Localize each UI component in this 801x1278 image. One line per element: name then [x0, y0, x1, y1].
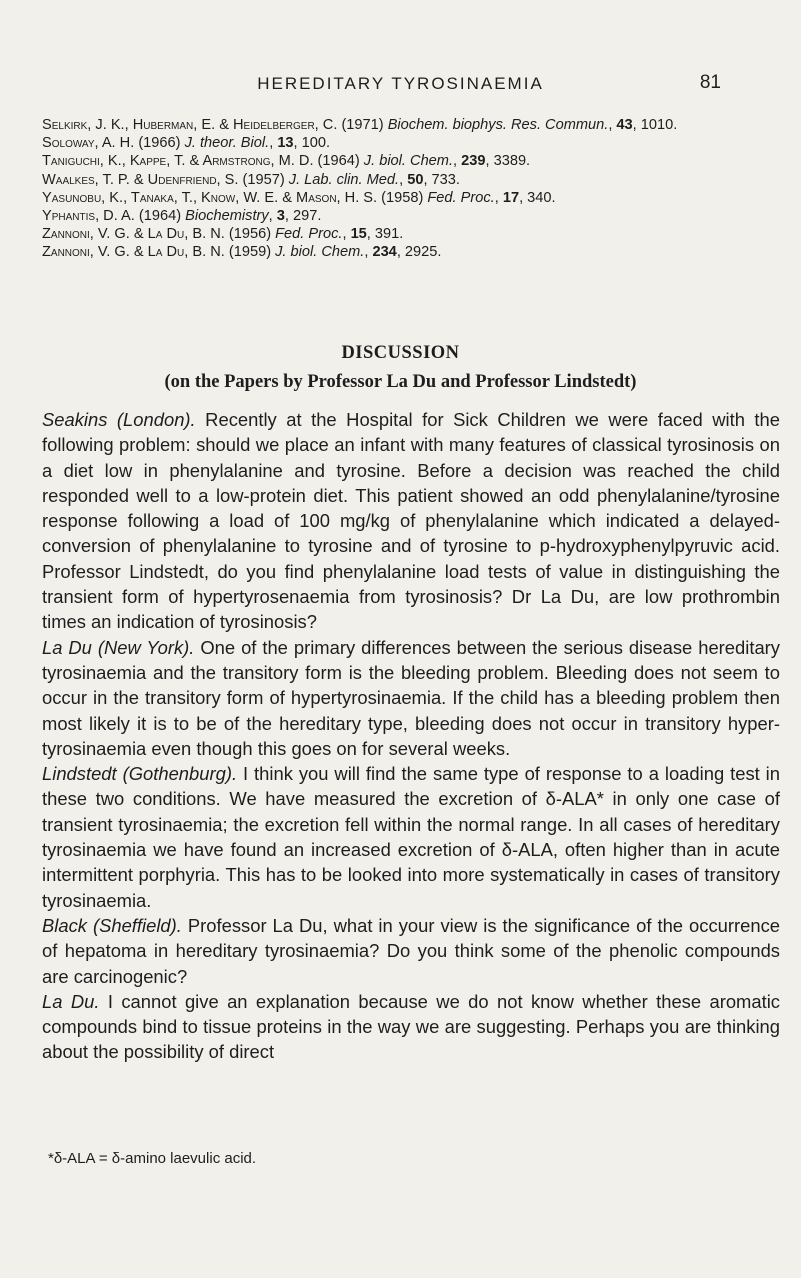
reference-separator: ,: [494, 189, 503, 206]
reference-journal: J. biol. Chem.: [363, 153, 454, 170]
reference-authors: Soloway, A. H.: [42, 135, 135, 152]
reference-journal: Biochemistry: [185, 208, 269, 225]
reference-separator: ,: [268, 208, 277, 225]
speaker-name: Black (Sheffield).: [42, 914, 182, 936]
reference-journal: Fed. Proc.: [275, 226, 343, 243]
reference-item: [42, 189, 782, 207]
reference-authors: Zannoni, V. G. & La Du, B. N.: [42, 226, 225, 243]
reference-separator: ,: [364, 244, 373, 261]
reference-pages: , 3389.: [485, 153, 531, 170]
reference-separator: ,: [342, 226, 351, 243]
paragraph-text: I think you will find the same type of response to a loading test in these two conditions. We have measured the excretion of δ-ALA* in only one case of transient tyrosinaemia; the excretion fell within the normal range. In all cases of hereditary tyrosinaemia we have found an increased excretion of δ-ALA, often higher than in acute intermittent porphyria. This has to be looked into more systematically in cases of transitory tyrosinaemia.: [42, 763, 780, 911]
running-head: HEREDITARY TYROSINAEMIA: [257, 74, 544, 93]
reference-year: (1964): [313, 153, 364, 170]
reference-volume: 234: [372, 244, 397, 261]
section-title: DISCUSSION: [341, 343, 460, 363]
reference-pages: , 1010.: [632, 117, 678, 133]
reference-pages: , 340.: [519, 189, 556, 206]
reference-journal: Biochem. biophys. Res. Commun.: [387, 117, 609, 133]
reference-item: [42, 207, 782, 225]
reference-journal: Fed. Proc.: [427, 189, 495, 206]
reference-separator: ,: [453, 153, 462, 170]
reference-volume: 15: [350, 226, 367, 243]
discussion-body: [42, 407, 780, 1065]
reference-year: (1957): [238, 171, 289, 188]
page-number: 81: [699, 72, 721, 93]
reference-journal: J. Lab. clin. Med.: [288, 171, 400, 188]
paragraph-text: Professor La Du, what in your view is the significance of the occurrence of hepatoma in hereditary tyrosinaemia? Do you think some of the phenolic compounds are carcinogenic?: [42, 914, 780, 987]
speaker-name: Lindstedt (Gothenburg).: [42, 763, 238, 785]
reference-volume: 43: [616, 117, 633, 133]
reference-pages: , 100.: [293, 135, 331, 152]
section-subtitle: (on the Papers by Professor La Du and Professor Lindstedt): [164, 372, 637, 392]
reference-item: [42, 116, 782, 134]
reference-pages: , 2925.: [396, 244, 442, 261]
reference-year: (1971): [337, 117, 388, 133]
reference-journal: J. theor. Biol.: [184, 135, 270, 152]
reference-item: [42, 171, 782, 189]
reference-volume: 50: [407, 171, 424, 188]
paragraph-text: Recently at the Hospital for Sick Children we were faced with the following problem: should we place an infant with many features of classical tyrosinosis on a diet low in phenylalanine and tyrosine. Before a decision was reached the child responded well to a low-protein diet. This patient showed an odd phenylalanine/tyrosine response following a load of 100 mg/kg of phenylalanine which indicated a delayed-conversion of phenylalanine to tyrosine and of tyrosine to p-hydroxyphenylpyruvic acid. Professor Lindstedt, do you find phenylalanine load tests of value in distinguishing the transient form of hypertyrosenaemia from tyrosinosis? Dr La Du, are low prothrombin times an indication of tyrosinosis?: [42, 409, 780, 633]
reference-volume: 13: [277, 135, 294, 152]
reference-year: (1966): [134, 135, 185, 152]
reference-year: (1964): [134, 208, 186, 225]
reference-volume: 3: [276, 208, 285, 225]
discussion-paragraph: [42, 989, 780, 1065]
speaker-name: Seakins (London).: [42, 409, 196, 430]
reference-separator: ,: [399, 171, 408, 188]
reference-item: [42, 225, 782, 243]
reference-year: (1958): [377, 189, 428, 206]
discussion-paragraph: [42, 635, 780, 761]
reference-authors: Taniguchi, K., Kappe, T. & Armstrong, M. D.: [42, 153, 314, 170]
reference-pages: , 297.: [284, 208, 322, 225]
reference-volume: 239: [461, 153, 486, 170]
speaker-name: La Du.: [42, 990, 100, 1012]
footnote: *δ-ALA = δ-amino laevulic acid.: [48, 1150, 257, 1167]
reference-pages: , 733.: [423, 171, 460, 188]
discussion-paragraph: [42, 407, 780, 635]
reference-item: [42, 152, 782, 170]
reference-authors: Waalkes, T. P. & Udenfriend, S.: [42, 171, 239, 188]
reference-year: (1959): [224, 244, 276, 261]
reference-year: (1956): [224, 226, 276, 243]
reference-volume: 17: [502, 189, 520, 206]
reference-separator: ,: [608, 117, 617, 133]
reference-list: [42, 116, 782, 262]
reference-item: [42, 243, 782, 261]
reference-authors: Selkirk, J. K., Huberman, E. & Heidelberger, C.: [42, 117, 338, 133]
reference-journal: J. biol. Chem.: [275, 244, 365, 261]
reference-authors: Yphantis, D. A.: [42, 208, 135, 225]
paragraph-text: I cannot give an explanation because we do not know whether these aromatic compounds bind to tissue proteins in the way we are suggesting. Perhaps you are thinking about the possibility of direct: [42, 990, 780, 1063]
discussion-paragraph: [42, 761, 780, 913]
page-header: [0, 74, 801, 104]
reference-pages: , 391.: [366, 226, 404, 243]
speaker-name: La Du (New York).: [42, 636, 195, 658]
discussion-paragraph: [42, 913, 780, 989]
paragraph-text: One of the primary differences between the serious disease hereditary tyrosinaemia and the transitory form is the bleeding problem. Bleeding does not seem to occur in the transitory form of hypertyrosinaemia. If the child has a bleeding problem then most likely it is to be of the hereditary type, bleeding does not occur in transitory hypertyrosinaemia even though this goes on for several weeks.: [42, 636, 780, 759]
reference-separator: ,: [269, 135, 278, 152]
reference-authors: Yasunobu, K., Tanaka, T., Know, W. E. & Mason, H. S.: [42, 189, 378, 206]
reference-authors: Zannoni, V. G. & La Du, B. N.: [42, 244, 225, 261]
reference-item: [42, 134, 782, 152]
